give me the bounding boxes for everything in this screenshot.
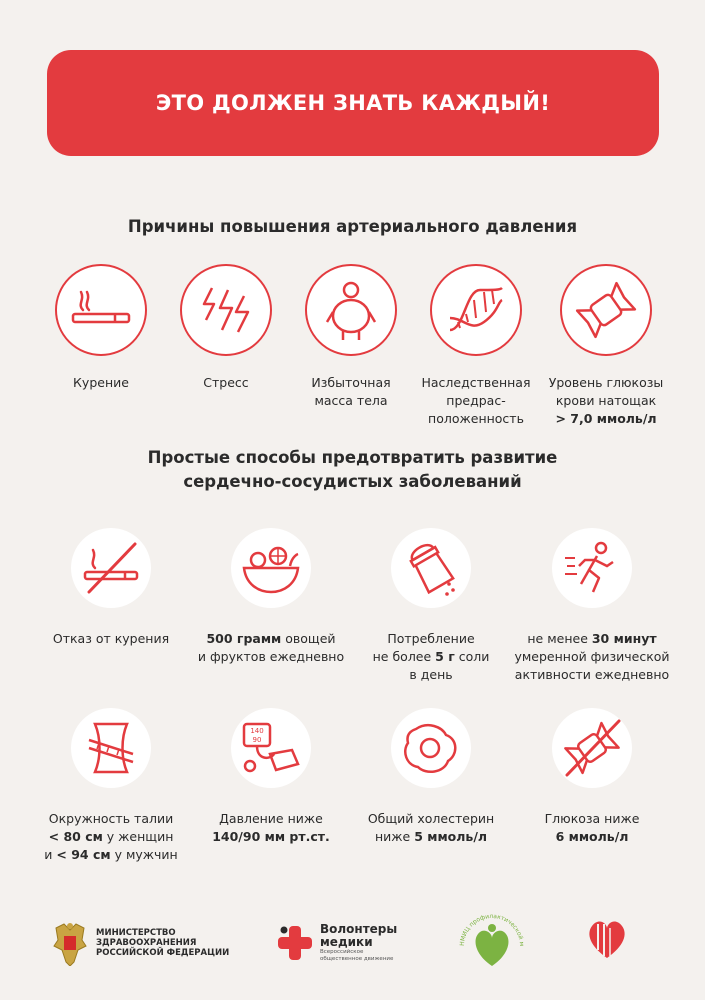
prevent-glucose-circle <box>552 708 632 788</box>
cause-glucose <box>536 264 676 428</box>
cause-smoking-circle <box>55 264 147 356</box>
prevent-vegetables-amount: 500 грамм <box>206 631 282 646</box>
prevent-activity-line2: умеренной физической <box>514 649 670 664</box>
prevent-vegetables-circle <box>231 528 311 608</box>
prevent-pressure-circle <box>231 708 311 788</box>
cause-smoking-label: Курение <box>73 375 129 390</box>
prevention-title <box>0 446 705 494</box>
prevent-quit-smoking-label: Отказ от курения <box>52 631 170 646</box>
fried-egg-icon <box>402 721 460 775</box>
prevent-waist-line3 <box>36 846 186 864</box>
prevent-salt-post: соли <box>454 649 490 664</box>
prevent-activity-line3: активности ежедневно <box>514 667 670 682</box>
cause-overweight-label-2: масса тела <box>314 393 388 408</box>
cause-heredity-circle <box>430 264 522 356</box>
causes-title: Причины повышения артериального давления <box>127 217 578 236</box>
prevent-activity-amount: 30 минут <box>591 631 657 646</box>
cause-heredity-label-3: положенность <box>428 411 524 426</box>
prevent-salt-pre: не более <box>372 649 436 664</box>
prevent-pressure-line1: Давление ниже <box>219 811 323 826</box>
title-banner <box>47 50 659 156</box>
cause-glucose-circle <box>560 264 652 356</box>
prevent-cholesterol-line1: Общий холестерин <box>367 811 495 826</box>
volunteers-small2: общественное движение <box>320 956 394 962</box>
prevent-cholesterol-line2 <box>356 828 506 846</box>
candy-icon <box>574 278 638 342</box>
prevent-waist-and: и <box>44 847 57 862</box>
prevention-title-line1: Простые способы предотвратить развитие <box>147 448 558 467</box>
prevent-salt-circle <box>391 528 471 608</box>
cause-smoking <box>36 264 166 392</box>
dna-icon <box>444 282 508 338</box>
cause-stress-label: Стресс <box>203 375 249 390</box>
ministry-line2: ЗДРАВООХРАНЕНИЯ <box>96 938 197 948</box>
prevent-salt-line3: в день <box>409 667 453 682</box>
cause-glucose-label-1: Уровень глюкозы <box>548 375 664 390</box>
volunteers-line1: Волонтеры <box>320 922 398 936</box>
prevent-waist <box>36 708 186 864</box>
prevent-pressure <box>196 708 346 846</box>
prevent-cholesterol <box>356 708 506 846</box>
prevent-waist-women: у женщин <box>102 829 174 844</box>
banner-title: ЭТО ДОЛЖЕН ЗНАТЬ КАЖДЫЙ! <box>155 91 551 115</box>
heart-stripes-logo <box>584 916 634 966</box>
blood-pressure-monitor-icon <box>240 720 302 776</box>
prevent-vegetables <box>196 528 346 666</box>
running-person-icon <box>563 540 621 596</box>
prevention-title-line2: сердечно-сосудистых заболеваний <box>183 472 522 491</box>
prevent-cholesterol-circle <box>391 708 471 788</box>
prevent-waist-men-value: < 94 см <box>56 847 111 862</box>
nmic-heart-icon <box>454 906 530 982</box>
volunteers-small1: Всероссийское <box>320 949 364 955</box>
nmic-arc-text: НМИЦ профилактической м <box>458 912 526 947</box>
cause-glucose-label-2: крови натощак <box>555 393 657 408</box>
prevent-vegetables-line2: и фруктов ежедневно <box>197 649 345 664</box>
cause-overweight-circle <box>305 264 397 356</box>
prevent-glucose-line1: Глюкоза ниже <box>544 811 640 826</box>
prevent-activity-pre: не менее <box>527 631 592 646</box>
cause-stress <box>161 264 291 392</box>
cause-stress-circle <box>180 264 272 356</box>
volunteers-logo <box>276 918 406 968</box>
prevent-waist-line2 <box>36 828 186 846</box>
no-smoking-icon <box>79 542 143 594</box>
tonometer-reading-2: 90 <box>252 736 262 744</box>
cause-overweight <box>286 264 416 410</box>
overweight-person-icon <box>321 278 381 342</box>
prevent-waist-circle <box>71 708 151 788</box>
prevent-activity <box>512 528 672 684</box>
medical-cross-icon <box>276 924 314 962</box>
ministry-line3: РОССИЙСКОЙ ФЕДЕРАЦИИ <box>96 948 230 958</box>
coat-of-arms-icon <box>52 920 88 966</box>
ministry-logo <box>52 918 232 968</box>
prevent-pressure-value: 140/90 мм рт.ст. <box>212 829 330 844</box>
prevent-cholesterol-pre: ниже <box>374 829 415 844</box>
prevent-salt-amount: 5 г <box>435 649 455 664</box>
prevent-cholesterol-value: 5 ммоль/л <box>414 829 488 844</box>
cause-heredity-label-2: предрас- <box>446 393 506 408</box>
stress-lightning-icon <box>194 282 258 338</box>
cause-heredity <box>411 264 541 428</box>
cause-overweight-label-1: Избыточная <box>311 375 391 390</box>
tonometer-reading-1: 140 <box>250 727 264 735</box>
prevent-glucose <box>512 708 672 846</box>
cause-glucose-value: > 7,0 ммоль/л <box>555 411 657 426</box>
prevent-salt <box>356 528 506 684</box>
prevent-waist-men: у мужчин <box>110 847 178 862</box>
salad-bowl-icon <box>240 542 302 594</box>
cause-heredity-label-1: Наследственная <box>421 375 531 390</box>
prevent-salt-line2 <box>356 648 506 666</box>
prevent-waist-line1: Окружность талии <box>48 811 174 826</box>
no-candy-icon <box>561 717 623 779</box>
measuring-tape-icon <box>81 718 141 778</box>
prevent-glucose-value: 6 ммоль/л <box>555 829 629 844</box>
ministry-line1: МИНИСТЕРСТВО <box>96 928 176 938</box>
prevent-quit-smoking-circle <box>71 528 151 608</box>
prevent-quit-smoking <box>36 528 186 648</box>
nmic-logo <box>454 906 530 982</box>
prevent-activity-line1 <box>512 630 672 648</box>
prevent-activity-circle <box>552 528 632 608</box>
prevent-waist-women-value: < 80 см <box>48 829 103 844</box>
prevent-salt-line1: Потребление <box>387 631 475 646</box>
prevent-vegetables-rest: овощей <box>281 631 336 646</box>
prevent-vegetables-line1 <box>196 630 346 648</box>
heart-stripes-icon <box>584 916 630 962</box>
volunteers-line2: медики <box>320 935 373 949</box>
salt-shaker-icon <box>403 538 459 598</box>
cigarette-icon <box>69 286 133 334</box>
